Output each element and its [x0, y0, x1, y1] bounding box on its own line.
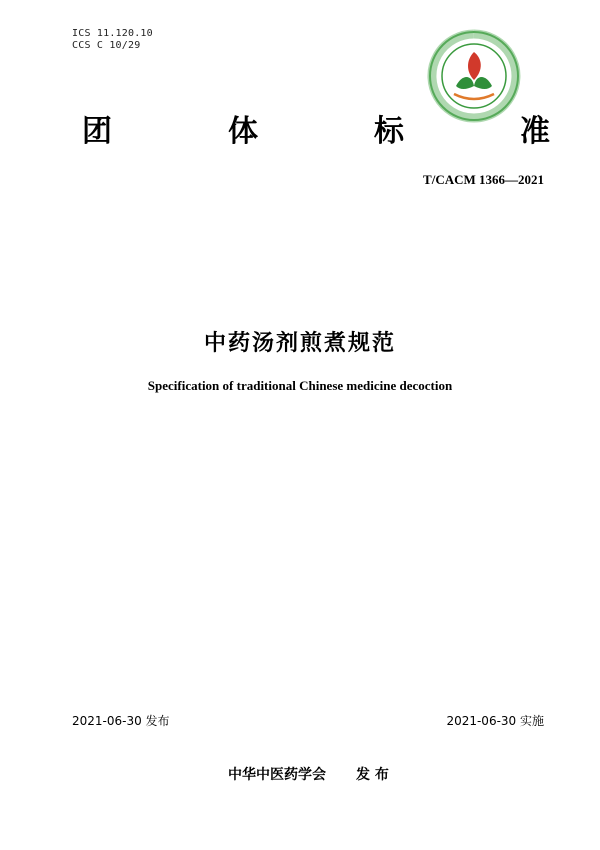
logo-base-arc [454, 94, 494, 99]
issuer-action: 发 布 [356, 767, 389, 783]
ics-code: ICS 11.120.10 [72, 28, 153, 39]
category-char-3: 标 [374, 114, 404, 149]
category-char-1: 团 [82, 114, 112, 149]
logo-green-leaf-left [456, 77, 474, 89]
document-title-en: Specification of traditional Chinese medicine decoction [147, 378, 453, 393]
issuer-org: 中华中医药学会 [228, 767, 326, 783]
issuer [228, 764, 389, 784]
divider [72, 734, 544, 735]
publish-date: 2021-06-30 发布 [72, 714, 170, 728]
ccs-code: CCS C 10/29 [72, 40, 141, 51]
logo-red-leaf [468, 52, 481, 80]
category-char-2: 体 [228, 114, 258, 149]
standard-number: T/CACM 1366—2021 [423, 172, 544, 187]
classification-codes [72, 28, 153, 52]
effective-date: 2021-06-30 实施 [446, 714, 544, 728]
logo-green-leaf-right [474, 77, 492, 89]
document-title-cn: 中药汤剂煎煮规范 [203, 331, 396, 356]
category-char-4: 准 [520, 114, 550, 149]
document-category [82, 110, 550, 154]
